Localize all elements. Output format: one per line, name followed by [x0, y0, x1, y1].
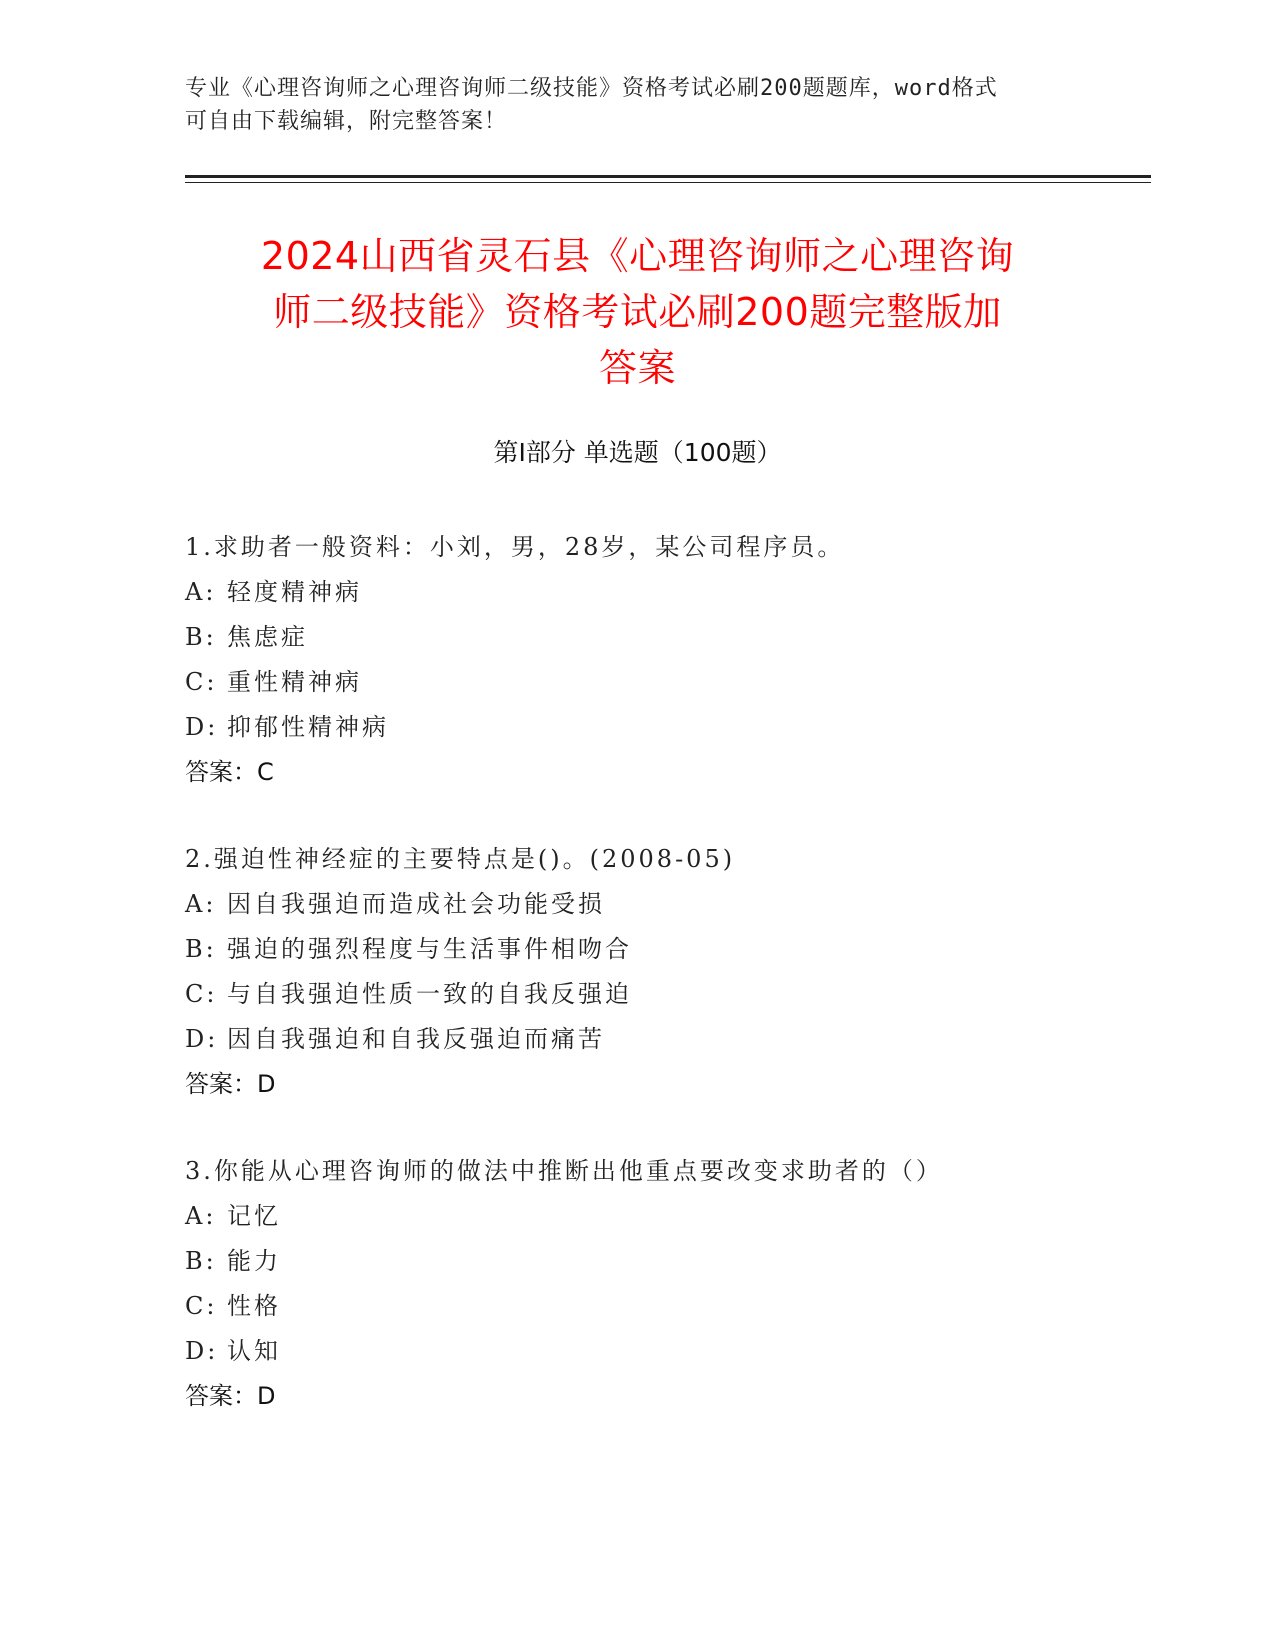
option-text: 因自我强迫而造成社会功能受损: [227, 890, 605, 918]
option-d: [185, 705, 1125, 750]
document-title-line-3: 答案: [598, 346, 676, 390]
question-stem: 3.你能从心理咨询师的做法中推断出他重点要改变求助者的（）: [185, 1157, 943, 1185]
option-b: [185, 927, 1125, 972]
header-note: [185, 72, 1065, 138]
option-key: C:: [185, 980, 218, 1008]
question-3: [185, 1149, 1125, 1419]
question-1: [185, 525, 1125, 795]
option-key: D:: [185, 1025, 219, 1053]
header-note-line-2: 可自由下载编辑，附完整答案！: [185, 109, 508, 134]
option-d: [185, 1329, 1125, 1374]
option-text: 焦虑症: [227, 623, 308, 651]
option-a: [185, 570, 1125, 615]
option-key: A:: [185, 890, 217, 918]
option-a: [185, 1194, 1125, 1239]
option-text: 认知: [227, 1337, 281, 1365]
option-d: [185, 1017, 1125, 1062]
option-text: 因自我强迫和自我反强迫而痛苦: [227, 1025, 605, 1053]
option-text: 能力: [227, 1247, 281, 1275]
option-text: 记忆: [227, 1202, 281, 1230]
option-key: C:: [185, 1292, 218, 1320]
option-key: B:: [185, 935, 217, 963]
option-key: B:: [185, 623, 217, 651]
option-a: [185, 882, 1125, 927]
option-text: 抑郁性精神病: [227, 713, 389, 741]
option-c: [185, 972, 1125, 1017]
section-title: 第Ⅰ部分 单选题（100题）: [493, 438, 782, 467]
option-key: C:: [185, 668, 218, 696]
option-text: 性格: [227, 1292, 281, 1320]
document-title-line-2: 师二级技能》资格考试必刷200题完整版加: [273, 290, 1002, 334]
header-rule-thick: [185, 175, 1151, 178]
answer-line: 答案：D: [185, 1382, 276, 1410]
option-text: 轻度精神病: [227, 578, 362, 606]
option-key: D:: [185, 713, 219, 741]
option-key: B:: [185, 1247, 217, 1275]
option-key: A:: [185, 578, 217, 606]
option-c: [185, 660, 1125, 705]
answer-line: 答案：C: [185, 758, 274, 786]
option-text: 强迫的强烈程度与生活事件相吻合: [227, 935, 632, 963]
header-note-line-1: 专业《心理咨询师之心理咨询师二级技能》资格考试必刷200题题库，word格式: [185, 76, 998, 101]
document-title: [160, 228, 1115, 396]
question-2: [185, 837, 1125, 1107]
question-list: [185, 525, 1125, 1461]
option-b: [185, 1239, 1125, 1284]
question-stem: 1.求助者一般资料：小刘，男，28岁，某公司程序员。: [185, 533, 845, 561]
header-rule-thin: [185, 182, 1151, 183]
option-key: A:: [185, 1202, 217, 1230]
answer-line: 答案：D: [185, 1070, 276, 1098]
option-b: [185, 615, 1125, 660]
option-c: [185, 1284, 1125, 1329]
option-key: D:: [185, 1337, 219, 1365]
document-title-line-1: 2024山西省灵石县《心理咨询师之心理咨询: [260, 234, 1015, 278]
option-text: 与自我强迫性质一致的自我反强迫: [227, 980, 632, 1008]
option-text: 重性精神病: [227, 668, 362, 696]
question-stem: 2.强迫性神经症的主要特点是()。(2008-05): [185, 845, 736, 873]
